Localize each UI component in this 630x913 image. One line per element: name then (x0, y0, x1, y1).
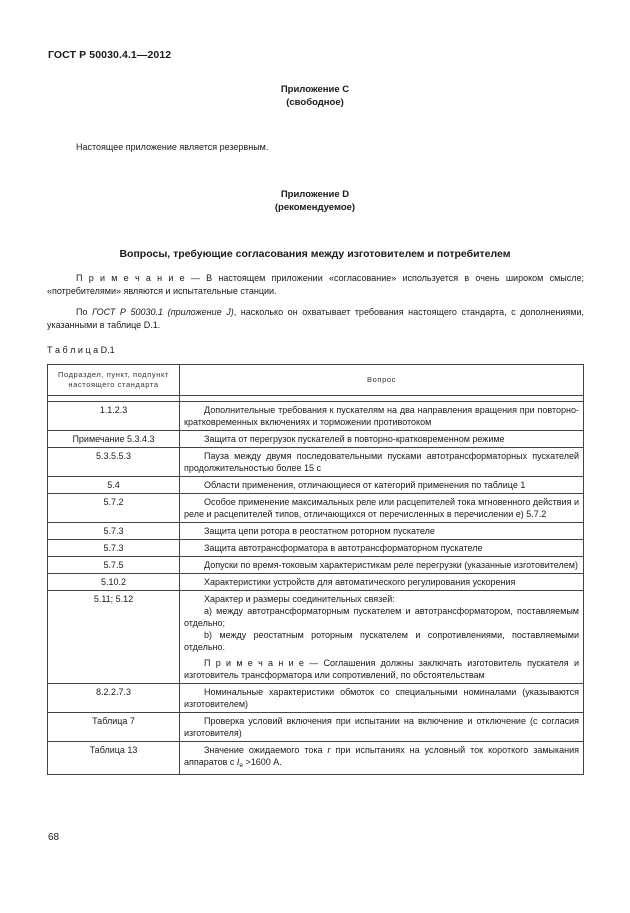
table-row (48, 523, 584, 540)
column-header-section: Подраздел, пункт, подпункт настоящего стандарта (48, 365, 180, 396)
appendix-d-note (47, 272, 584, 298)
row-question: Особое применение максимальных реле или расцепителей тока мгновенного действия и реле и расцепителей типов, отличающихся от перечисленных в перечислении е) 5.7.2 (180, 494, 584, 523)
row-ref: 5.3.5.5.3 (48, 448, 180, 477)
table-row (48, 713, 584, 742)
row-question: Пауза между двумя последовательными пусками автотрансформаторных пускателей продолжительностью более 15 с (180, 448, 584, 477)
appendix-c-heading (0, 83, 630, 109)
row-ref: Примечание 5.3.4.3 (48, 431, 180, 448)
connections-item-b: b) между реостатным роторным пускателем и сопротивлениями, поставляемыми отдельно. (184, 630, 579, 652)
row-ref: 5.11; 5.12 (48, 591, 180, 684)
connections-intro: Характер и размеры соединительных связей: (204, 594, 395, 604)
table-row (48, 742, 584, 775)
row-ref: 5.7.3 (48, 540, 180, 557)
column-header-question: Вопрос (180, 365, 584, 396)
page-number: 68 (48, 832, 60, 843)
row-question: Значение ожидаемого тока r при испытаниях на условный ток короткого замыкания аппаратов с $I_e >1600$ А. (180, 742, 584, 775)
row-question: Дополнительные требования к пускателям на два направления вращения при повторно-кратковременных включениях и торможении противотоком (180, 402, 584, 431)
table-header-row (48, 365, 584, 396)
table-row (48, 431, 584, 448)
connections-note: П р и м е ч а н и е — Соглашения должны заключать изготовитель пускателя и изготовитель трансформатора или сопротивлений, по обстоятельствам (184, 658, 579, 680)
note-text: — В настоящем приложении «согласование» используется в очень широком смысле; «потребителями» являются и испытательные станции. (47, 273, 584, 296)
row-ref: Таблица 13 (48, 742, 180, 775)
table-row (48, 402, 584, 431)
row-question: Области применения, отличающиеся от категорий применения по таблице 1 (180, 477, 584, 494)
row-question: Защита цепи ротора в реостатном роторном пускателе (180, 523, 584, 540)
appendix-d-heading (0, 188, 630, 214)
row-ref: 5.7.5 (48, 557, 180, 574)
row-ref: Таблица 7 (48, 713, 180, 742)
table-row (48, 684, 584, 713)
appendix-c-title: Приложение С (280, 84, 350, 95)
table-row (48, 448, 584, 477)
table-row (48, 574, 584, 591)
row-question: Допуски по время-токовым характеристикам реле перегрузки (указанные изготовителем) (180, 557, 584, 574)
connections-item-a: а) между автотрансформаторным пускателем и автотрансформатором, поставляемым отдельно; (184, 606, 579, 628)
row-ref: 5.10.2 (48, 574, 180, 591)
appendix-d-status: (рекомендуемое) (274, 202, 356, 213)
row-ref: 5.4 (48, 477, 180, 494)
table-row (48, 557, 584, 574)
appendix-c-status: (свободное) (286, 97, 344, 108)
row-ref: 8.2.2.7.3 (48, 684, 180, 713)
row-question: Номинальные характеристики обмоток со специальными номиналами (указываются изготовителем) (180, 684, 584, 713)
row-ref: 1.1.2.3 (48, 402, 180, 431)
row-question (180, 591, 584, 684)
reference-pre: По (76, 307, 93, 317)
table-caption: Т а б л и ц а D.1 (47, 345, 115, 355)
note-prefix: П р и м е ч а н и е (76, 273, 185, 283)
table-row (48, 494, 584, 523)
table-row (48, 477, 584, 494)
row-question: Защита автотрансформатора в автотрансформаторном пускателе (180, 540, 584, 557)
table-row (48, 591, 584, 684)
appendix-d-title: Приложение D (280, 189, 350, 200)
row-question: Защита от перегрузок пускателей в повторно-кратковременном режиме (180, 431, 584, 448)
reference-standard-link: ГОСТ Р 50030.1 (приложение J) (92, 307, 234, 317)
reference-post: , насколько он охватывает требования настоящего стандарта, с дополнениями, указанными в таблице D.1. (47, 307, 584, 330)
appendix-d-main-heading: Вопросы, требующие согласования между изготовителем и потребителем (119, 248, 511, 260)
row-question: Характеристики устройств для автоматического регулирования ускорения (180, 574, 584, 591)
table-row (48, 540, 584, 557)
appendix-d-reference (47, 306, 584, 332)
appendix-c-text: Настоящее приложение является резервным. (76, 142, 269, 152)
row-question: Проверка условий включения при испытании на включение и отключение (с согласия изготовителя) (180, 713, 584, 742)
table-d1 (47, 364, 584, 775)
row-ref: 5.7.2 (48, 494, 180, 523)
row-ref: 5.7.3 (48, 523, 180, 540)
document-code: ГОСТ Р 50030.4.1—2012 (48, 49, 172, 61)
